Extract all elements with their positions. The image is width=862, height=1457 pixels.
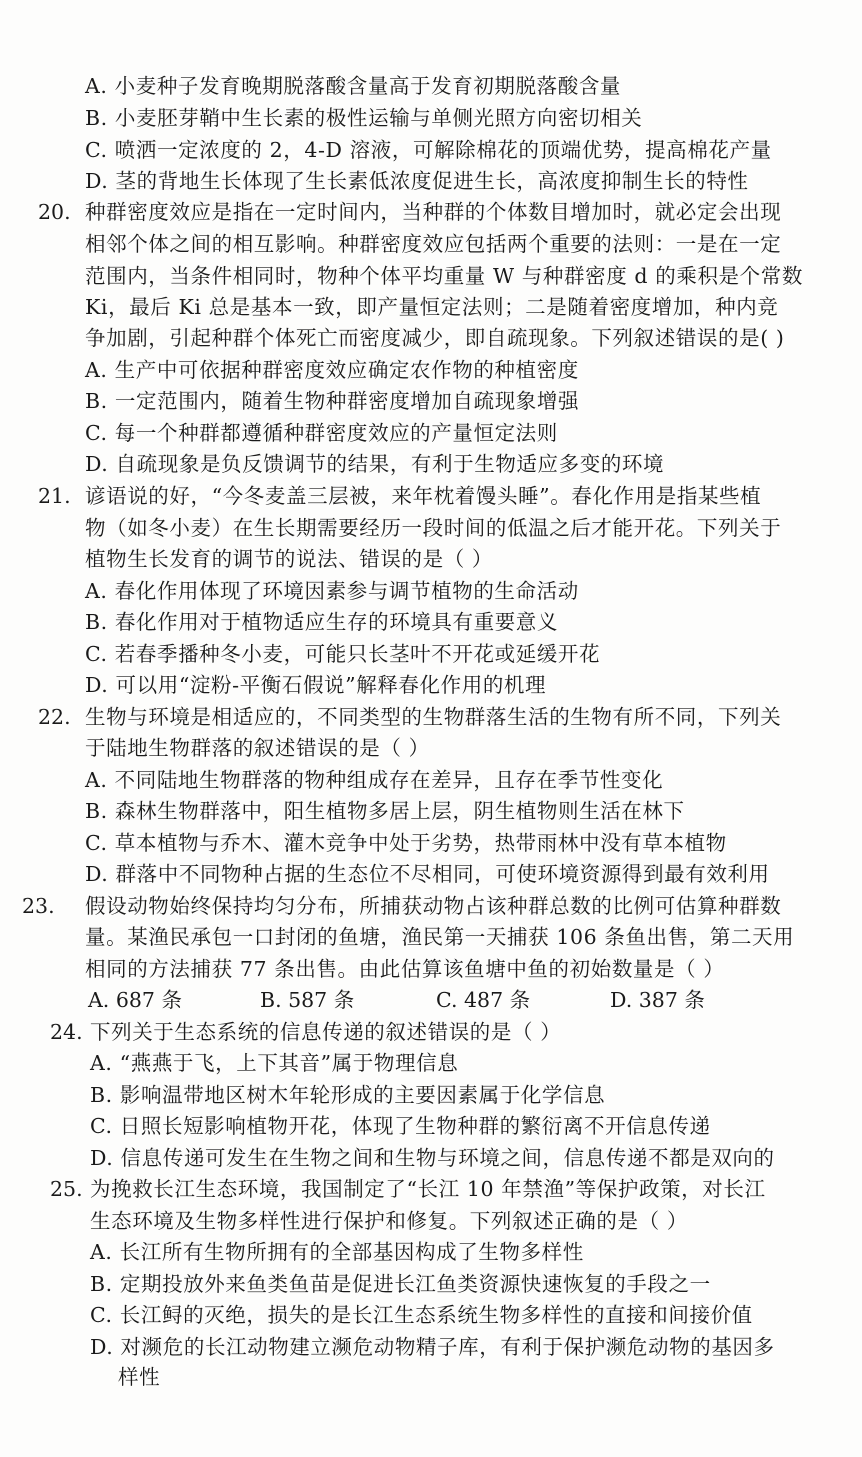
q19-option-a: A. 小麦种子发育晚期脱落酸含量高于发育初期脱落酸含量 — [85, 74, 622, 98]
q22-number: 22. — [38, 705, 71, 729]
q24-option-c: C. 日照长短影响植物开花，体现了生物种群的繁衍离不开信息传递 — [90, 1114, 711, 1138]
q23-option-a: A. 687 条 — [88, 988, 182, 1012]
q25-number: 25. — [50, 1177, 83, 1201]
q23-stem-line-2: 量。某渔民承包一口封闭的鱼塘，渔民第一天捕获 106 条鱼出售，第二天用 — [85, 925, 795, 949]
q19-option-b: B. 小麦胚芽鞘中生长素的极性运输与单侧光照方向密切相关 — [85, 106, 643, 130]
q24-option-b: B. 影响温带地区树木年轮形成的主要因素属于化学信息 — [90, 1083, 606, 1107]
q21-stem-line-2: 物（如冬小麦）在生长期需要经历一段时间的低温之后才能开花。下列关于 — [85, 516, 782, 540]
q22-option-b: B. 森林生物群落中，阳生植物多居上层，阴生植物则生活在林下 — [85, 799, 685, 823]
q20-stem-line-2: 相邻个体之间的相互影响。种群密度效应包括两个重要的法则：一是在一定 — [85, 232, 782, 256]
q19-option-d: D. 茎的背地生长体现了生长素低浓度促进生长，高浓度抑制生长的特性 — [85, 169, 749, 193]
q25-option-b: B. 定期投放外来鱼类鱼苗是促进长江鱼类资源快速恢复的手段之一 — [90, 1272, 711, 1296]
q25-stem-line-1: 为挽救长江生态环境，我国制定了“长江 10 年禁渔”等保护政策，对长江 — [90, 1177, 766, 1201]
q19-option-c: C. 喷洒一定浓度的 2，4-D 溶液，可解除棉花的顶端优势，提高棉花产量 — [85, 138, 772, 162]
q25-option-d-line-1: D. 对濒危的长江动物建立濒危动物精子库，有利于保护濒危动物的基因多 — [90, 1335, 775, 1359]
q21-number: 21. — [38, 484, 71, 508]
q20-option-b: B. 一定范围内，随着生物种群密度增加自疏现象增强 — [85, 389, 580, 413]
q22-option-c: C. 草本植物与乔木、灌木竞争中处于劣势，热带雨林中没有草本植物 — [85, 831, 727, 855]
q23-stem-line-3: 相同的方法捕获 77 条出售。由此估算该鱼塘中鱼的初始数量是（ ） — [85, 957, 725, 981]
q22-option-d: D. 群落中不同物种占据的生态位不尽相同，可使环境资源得到最有效利用 — [85, 862, 770, 886]
q20-stem-line-5: 争加剧，引起种群个体死亡而密度减少，即自疏现象。下列叙述错误的是( ) — [85, 326, 785, 350]
q23-option-c: C. 487 条 — [436, 988, 531, 1012]
q21-stem-line-3: 植物生长发育的调节的说法、错误的是（ ） — [85, 547, 494, 571]
q20-option-a: A. 生产中可依据种群密度效应确定农作物的种植密度 — [85, 358, 579, 382]
q22-stem-line-1: 生物与环境是相适应的，不同类型的生物群落生活的生物有所不同，下列关 — [85, 705, 782, 729]
q20-stem-line-1: 种群密度效应是指在一定时间内，当种群的个体数目增加时，就必定会出现 — [85, 200, 782, 224]
q20-option-c: C. 每一个种群都遵循种群密度效应的产量恒定法则 — [85, 421, 558, 445]
q23-option-d: D. 387 条 — [610, 988, 705, 1012]
q20-number: 20. — [38, 200, 71, 224]
q24-option-d: D. 信息传递可发生在生物之间和生物与环境之间，信息传递不都是双向的 — [90, 1146, 775, 1170]
q23-stem-line-1: 假设动物始终保持均匀分布，所捕获动物占该种群总数的比例可估算种群数 — [85, 894, 782, 918]
q21-option-d: D. 可以用“淀粉-平衡石假说”解释春化作用的机理 — [85, 673, 547, 697]
q22-stem-line-2: 于陆地生物群落的叙述错误的是（ ） — [85, 736, 430, 760]
q21-option-a: A. 春化作用体现了环境因素参与调节植物的生命活动 — [85, 579, 579, 603]
q25-option-a: A. 长江所有生物所拥有的全部基因构成了生物多样性 — [90, 1240, 584, 1264]
q24-number: 24. — [50, 1020, 83, 1044]
q23-option-b: B. 587 条 — [260, 988, 355, 1012]
q21-stem-line-1: 谚语说的好，“今冬麦盖三层被，来年枕着馒头睡”。春化作用是指某些植 — [85, 484, 762, 508]
q25-option-d-line-2: 样性 — [118, 1365, 161, 1389]
q24-option-a: A. “燕燕于飞，上下其音”属于物理信息 — [90, 1051, 459, 1075]
q20-option-d: D. 自疏现象是负反馈调节的结果，有利于生物适应多变的环境 — [85, 452, 665, 476]
q22-option-a: A. 不同陆地生物群落的物种组成存在差异，且存在季节性变化 — [85, 768, 664, 792]
q25-stem-line-2: 生态环境及生物多样性进行保护和修复。下列叙述正确的是（ ） — [90, 1209, 688, 1233]
q25-option-c: C. 长江鲟的灭绝，损失的是长江生态系统生物多样性的直接和间接价值 — [90, 1303, 753, 1327]
q23-number: 23. — [22, 894, 55, 918]
q24-stem-line-1: 下列关于生态系统的信息传递的叙述错误的是（ ） — [90, 1020, 562, 1044]
q20-stem-line-4: Ki，最后 Ki 总是基本一致，即产量恒定法则；二是随着密度增加，种内竞 — [85, 295, 779, 319]
q21-option-c: C. 若春季播种冬小麦，可能只长茎叶不开花或延缓开花 — [85, 642, 601, 666]
q20-stem-line-3: 范围内，当条件相同时，物种个体平均重量 W 与种群密度 d 的乘积是个常数 — [85, 264, 803, 288]
q21-option-b: B. 春化作用对于植物适应生存的环境具有重要意义 — [85, 610, 558, 634]
